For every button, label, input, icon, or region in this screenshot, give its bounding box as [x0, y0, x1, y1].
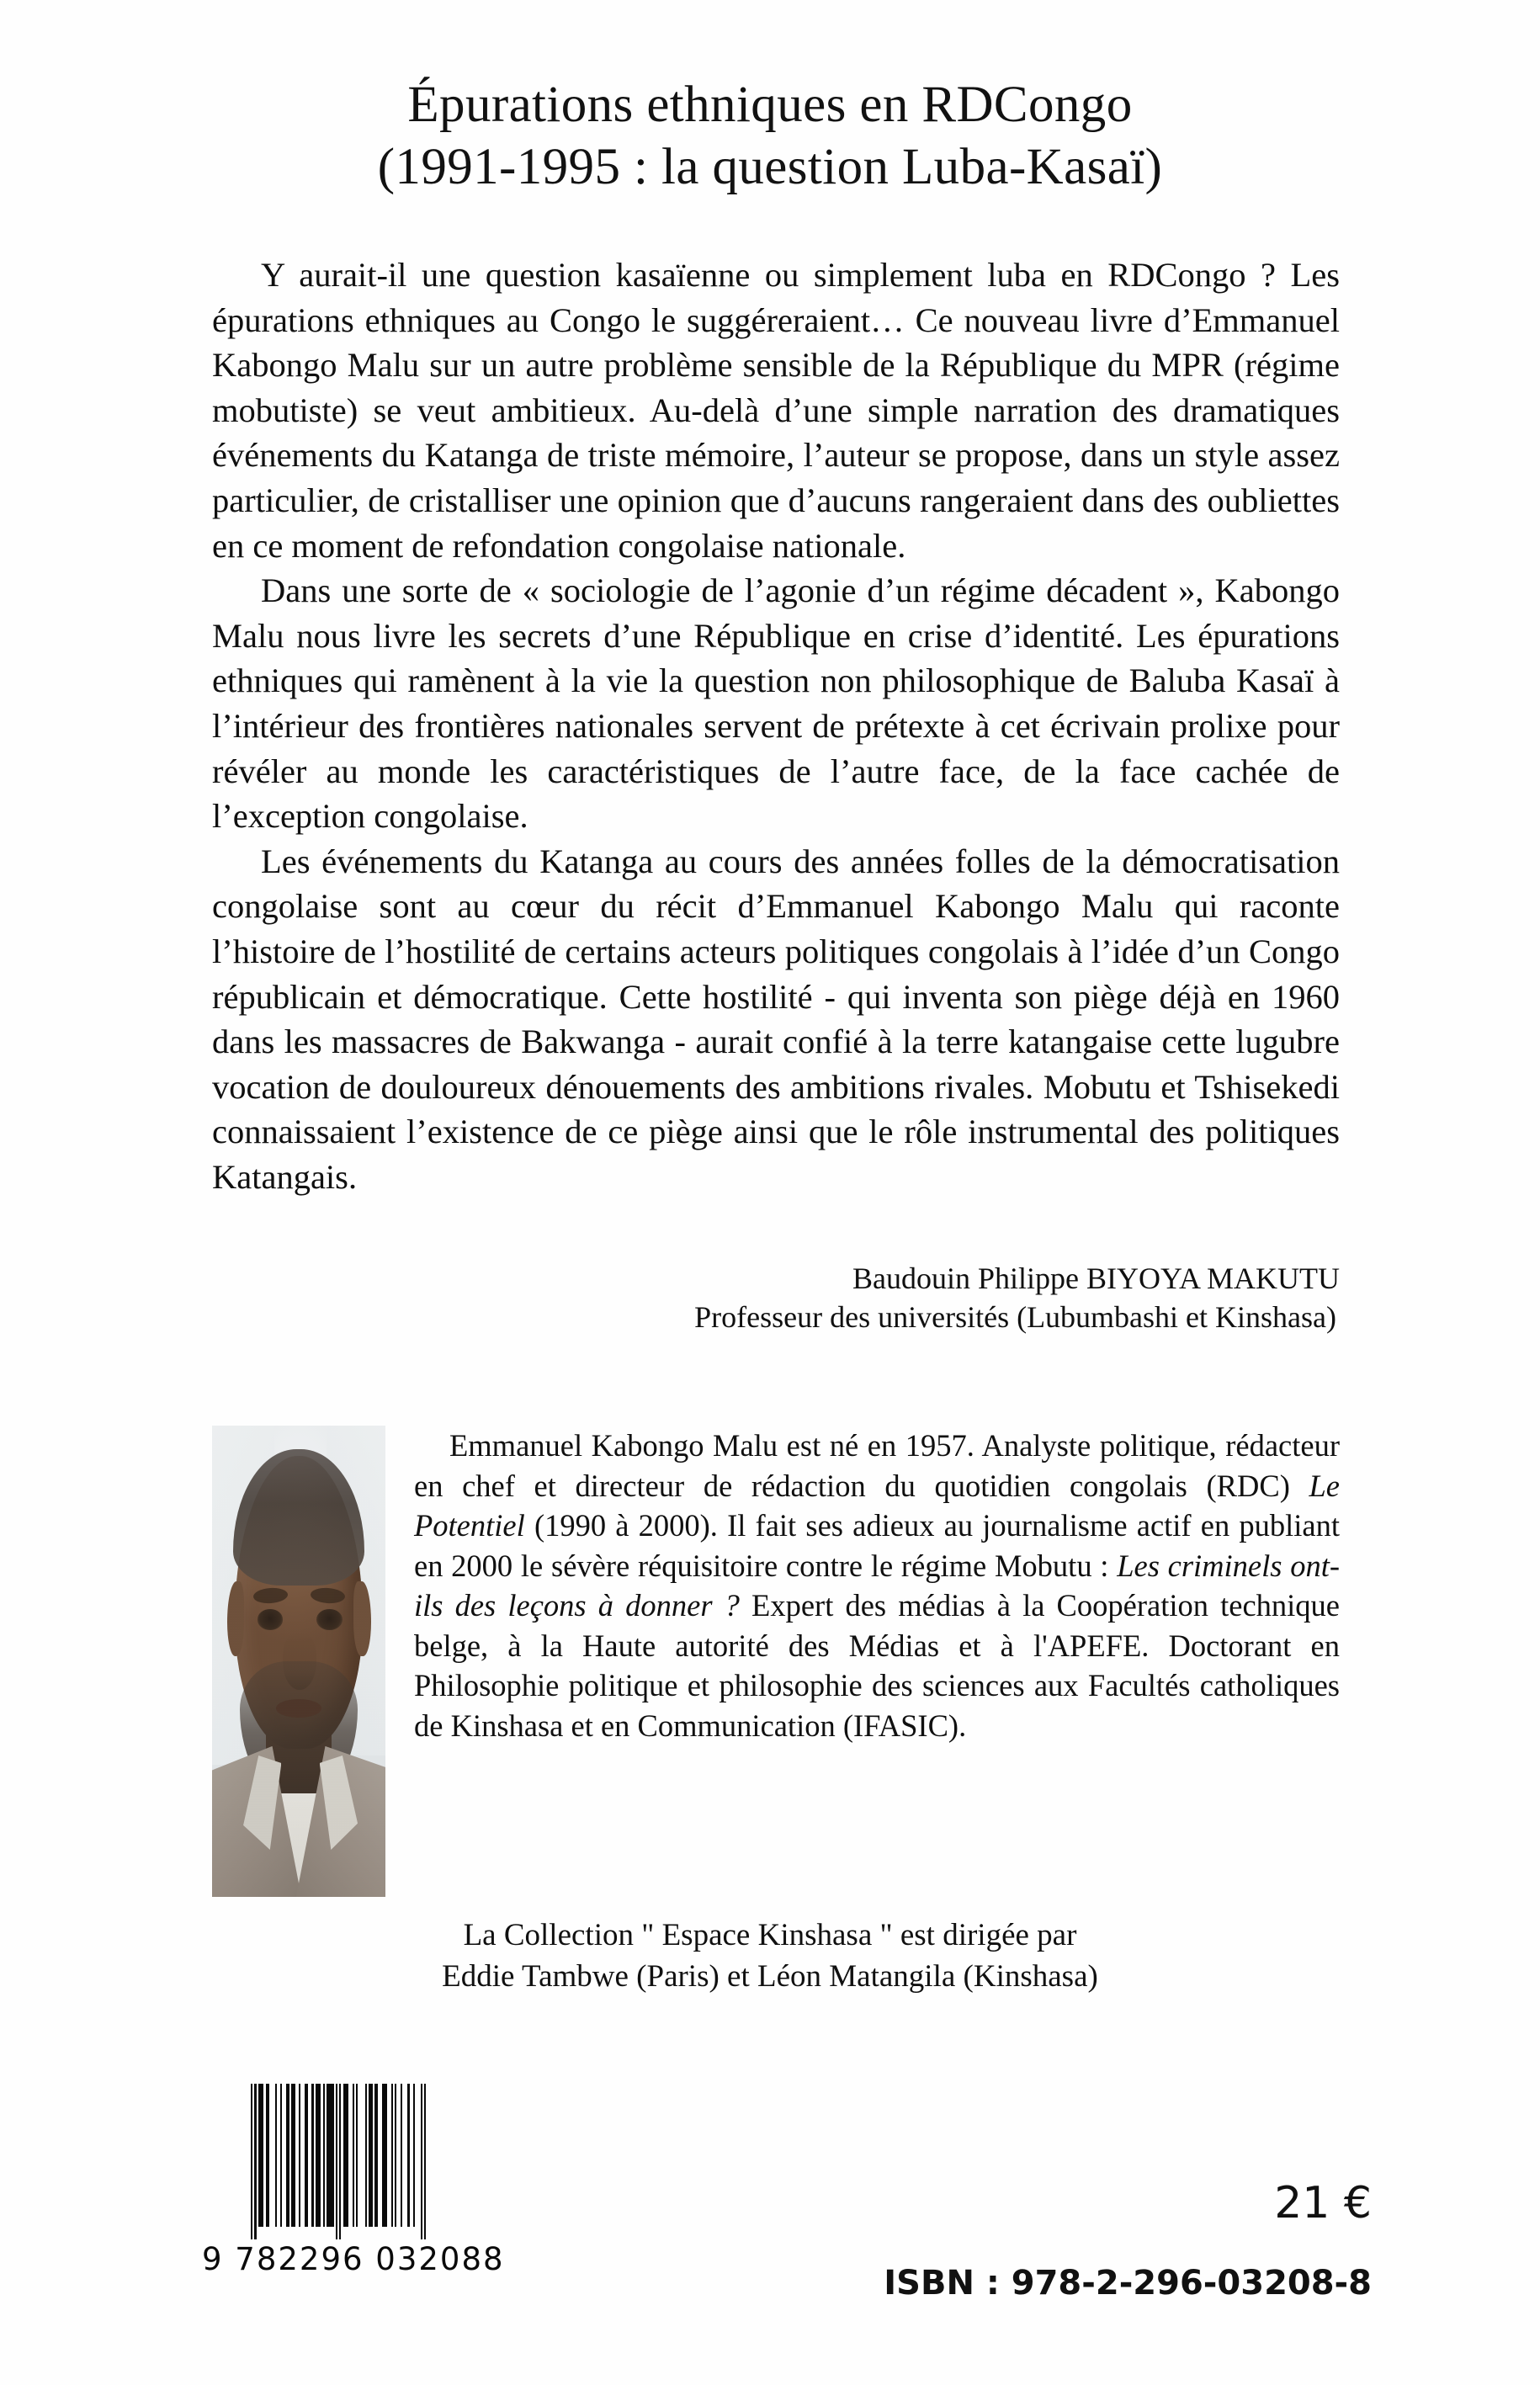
author-bio-text: [414, 1426, 1340, 1745]
barcode-icon: [251, 2084, 539, 2239]
blurb-paragraph-3: Les événements du Katanga au cours des années folles de la démocratisation congolaise sont au cœur du récit d’Emmanuel Kabongo Malu qui raconte l’histoire de l’hostilité de certains acteurs politiques congolais à l’idée d’un Congo républicain et démocratique. Cette hostilité - qui inventa son piège déjà en 1960 dans les massacres de Bakwanga - aurait confié à la terre katangaise cette lugubre vocation de douloureux dénouements des ambitions rivales. Mobutu et Tshisekedi connaissaient l’existence de ce piège ainsi que le rôle instrumental des politiques Katangais.: [212, 842, 1340, 1196]
bio-segment-2: (1990 à 2000). Il fait ses adieux au journalisme actif en publiant en 2000 le sévère réquisitoire contre le régime Mobutu :: [414, 1508, 1340, 1583]
bio-segment-3: Expert des médias à la Coopération technique belge, à la Haute autorité des Médias et à l'APEFE. Doctorant en Philosophie politique et philosophie des sciences aux Facultés catholiques de Kinshasa et en Communication (IFASIC).: [414, 1588, 1340, 1743]
bio-italic-book-title: Les criminels ont-ils des leçons à donner ?: [414, 1548, 1340, 1623]
collection-line-1: La Collection " Espace Kinshasa " est dirigée par: [463, 1918, 1077, 1952]
isbn-label: ISBN : 978-2-296-03208-8: [884, 2264, 1372, 2303]
author-bio-section: [212, 1426, 1340, 1897]
portrait-eye-right: [316, 1609, 343, 1630]
author-photo: [212, 1426, 385, 1897]
bio-segment-1: Emmanuel Kabongo Malu est né en 1957. Analyste politique, rédacteur en chef et directeur de rédaction du quotidien congolais (RDC): [414, 1428, 1340, 1503]
title-line-main: Épurations ethniques en RDCongo: [407, 77, 1133, 133]
bio-italic-newspaper: Le Potentiel: [414, 1468, 1340, 1543]
title-line-subtitle: (1991-1995 : la question Luba-Kasaï): [377, 139, 1163, 195]
attribution-name: Baudouin Philippe BIYOYA MAKUTU: [852, 1262, 1340, 1295]
barcode-digits: 9 782296 032088: [202, 2241, 505, 2277]
blurb-text: [212, 252, 1340, 1199]
blurb-attribution: [212, 1259, 1340, 1336]
portrait-mouth: [276, 1699, 321, 1718]
portrait-illustration: [212, 1426, 385, 1897]
price-label: 21 €: [1274, 2178, 1372, 2228]
portrait-ear-right: [353, 1581, 371, 1657]
blurb-paragraph-1: Y aurait-il une question kasaïenne ou simplement luba en RDCongo ? Les épurations ethniques au Congo le suggéreraient… Ce nouveau livre d’Emmanuel Kabongo Malu sur un autre problème sensible de la République du MPR (régime mobutiste) se veut ambitieux. Au-delà d’une simple narration des dramatiques événements du Katanga de triste mémoire, l’auteur se propose, dans un style assez particulier, de cristalliser une opinion que d’aucuns rangeraient dans des oubliettes en ce moment de refondation congolaise nationale.: [212, 256, 1340, 565]
portrait-eye-left: [258, 1609, 284, 1630]
collection-credit: [0, 1915, 1540, 1997]
barcode-area: [202, 2084, 539, 2277]
portrait-ear-left: [227, 1581, 245, 1657]
collection-line-2: Eddie Tambwe (Paris) et Léon Matangila (Kinshasa): [442, 1959, 1098, 1994]
blurb-paragraph-2: Dans une sorte de « sociologie de l’agonie d’un régime décadent », Kabongo Malu nous livre les secrets d’une République en crise d’identité. Les épurations ethniques qui ramènent à la vie la question non philosophique de Baluba Kasaï à l’intérieur des frontières nationales servent de prétexte à cet écrivain prolixe pour révéler au monde les caractéristiques de l’autre face, de la face cachée de l’exception congolaise.: [212, 571, 1340, 836]
author-bio-paragraph: [414, 1426, 1340, 1745]
page-title: [0, 74, 1540, 199]
attribution-role: Professeur des universités (Lubumbashi et Kinshasa): [694, 1300, 1336, 1334]
